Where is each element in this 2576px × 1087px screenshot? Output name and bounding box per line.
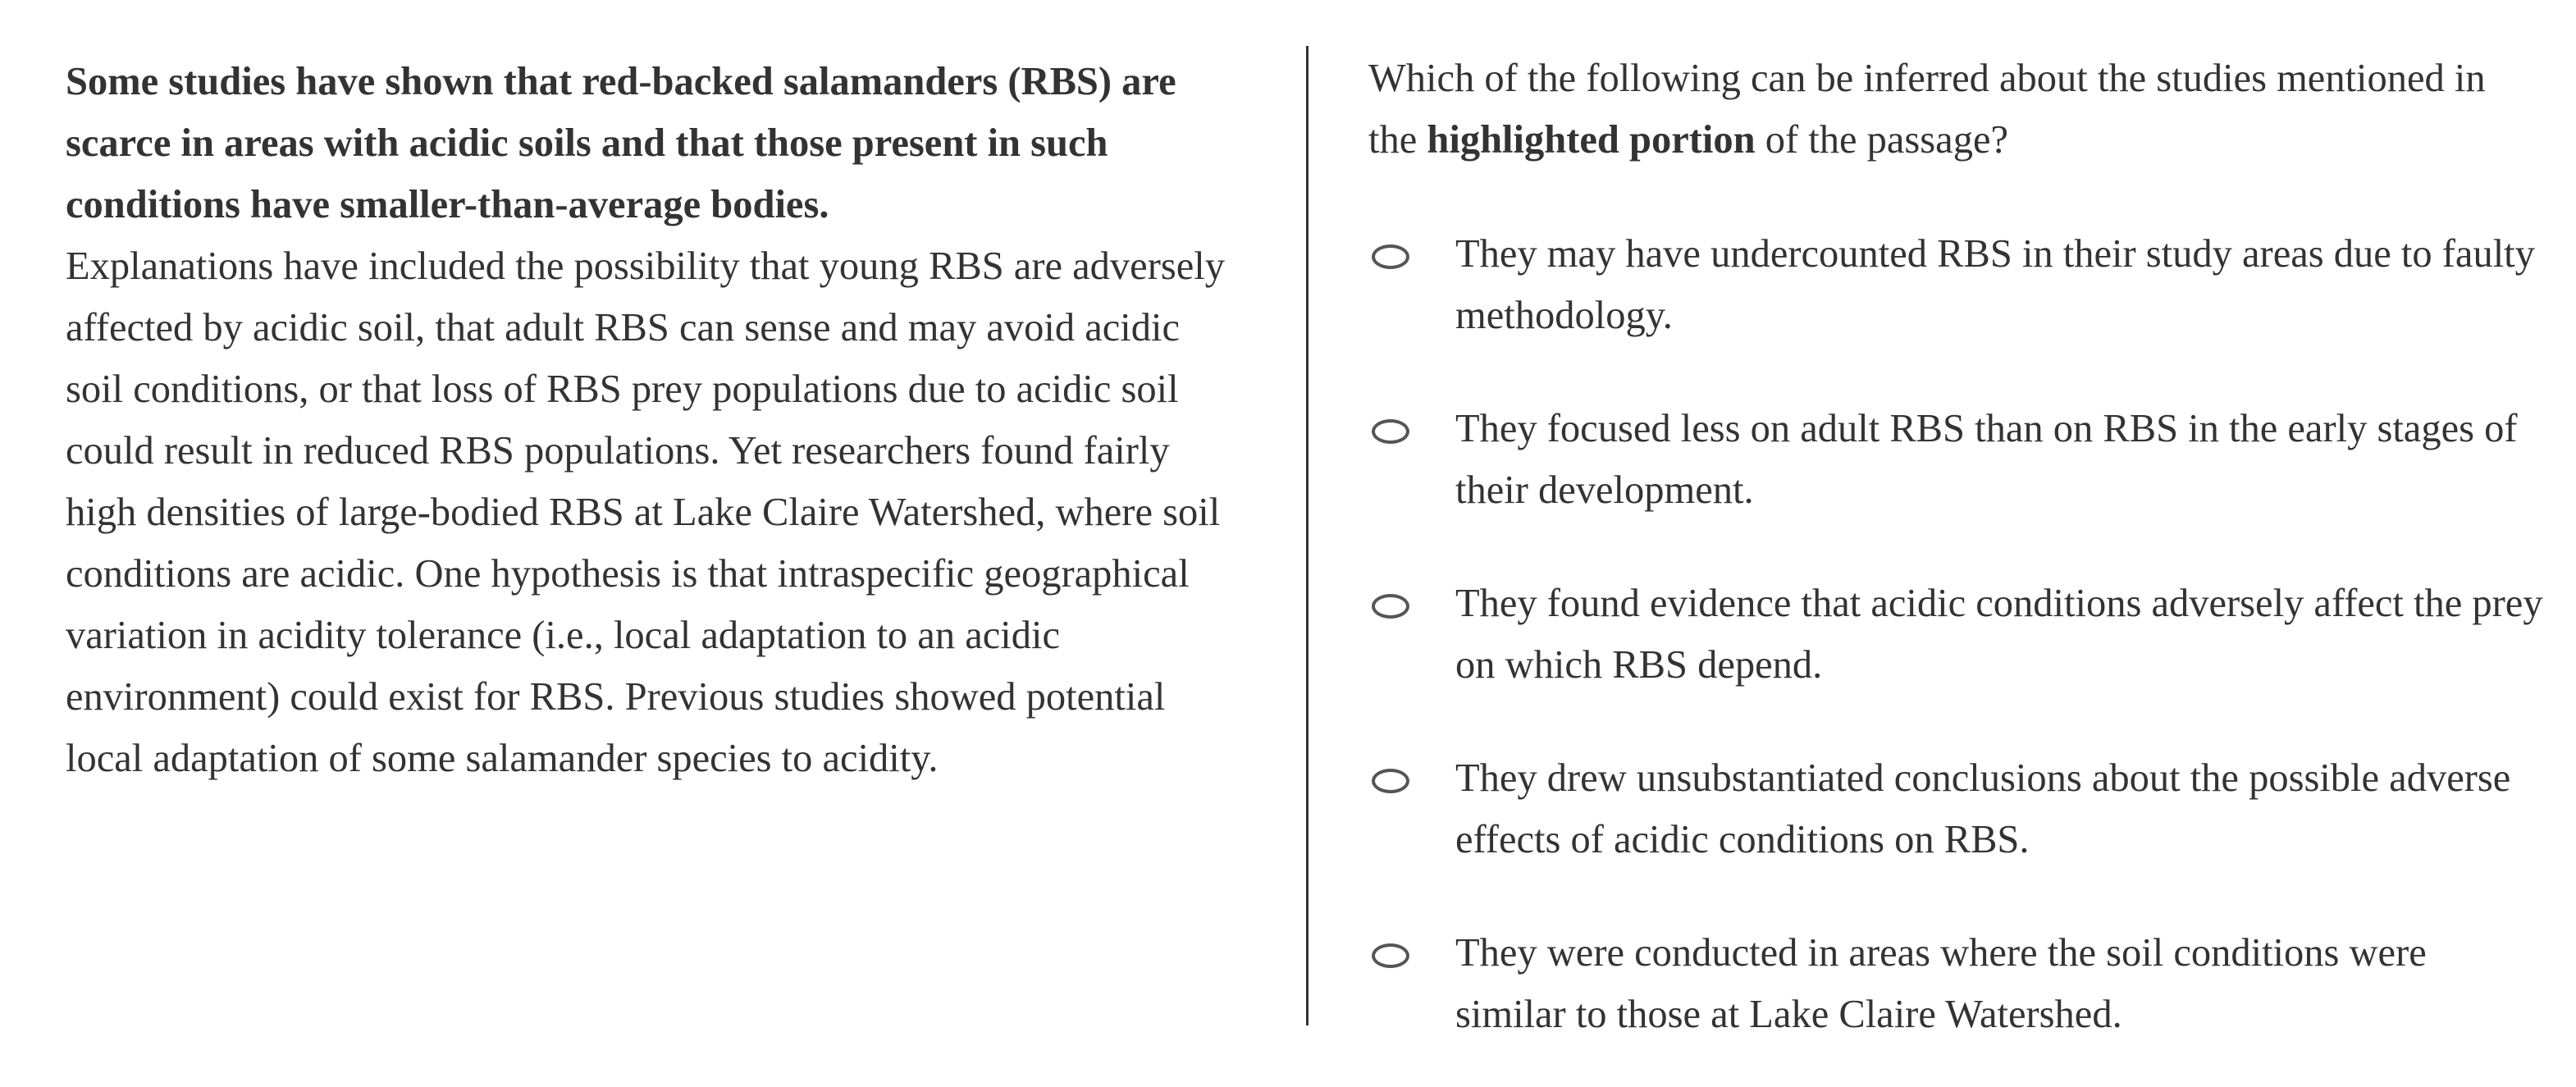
pane-divider [1306,46,1309,1025]
radio-button-b[interactable] [1372,419,1409,444]
answer-option-b-text: They focused less on adult RBS than on RBS in the early stages of their development. [1455,407,2518,512]
answer-option-d-text: They drew unsubstantiated conclusions about the possible adverse effects of acidic conditions on RBS. [1455,756,2511,861]
answer-option-e[interactable] [1368,922,2550,1087]
question-prefix: Which of the following can be inferred about the studies mentioned in the [1368,57,2486,162]
radio-button-e[interactable] [1372,943,1409,968]
radio-button-a[interactable] [1372,244,1409,269]
question-emphasis: highlighted portion [1427,118,1756,162]
radio-button-d[interactable] [1372,769,1409,793]
passage-text [66,51,1247,789]
answer-option-c[interactable] [1368,573,2550,747]
passage-body: Explanations have included the possibility that young RBS are adversely affected by acidic soil, that adult RBS can sense and may avoid acidic soil conditions, or that loss of RBS prey populations due to acidic soil could result in reduced RBS populations. Yet researchers found fairly high densities of large-bodied RBS at Lake Claire Watershed, where soil conditions are acidic. One hypothesis is that intraspecific geographical variation in acidity tolerance (i.e., local adaptation to an acidic environment) could exist for RBS. Previous studies showed potential local adaptation of some salamander species to acidity. [66,244,1225,780]
answer-option-d[interactable] [1368,747,2550,922]
reading-passage [66,51,1247,789]
question-suffix: of the passage? [1755,118,2009,162]
answer-option-a-text: They may have undercounted RBS in their study areas due to faulty methodology. [1455,232,2535,337]
passage-highlighted-portion: Some studies have shown that red-backed salamanders (RBS) are scarce in areas with acidic soils and that those present in such conditions have smaller-than-average bodies. [66,60,1176,226]
question-stem [1368,48,2533,171]
answer-option-b[interactable] [1368,398,2550,573]
radio-button-c[interactable] [1372,594,1409,619]
answer-option-e-text: They were conducted in areas where the soil conditions were similar to those at Lake Claire Watershed. [1455,931,2427,1036]
answer-option-a[interactable] [1368,223,2550,398]
answer-option-c-text: They found evidence that acidic conditions adversely affect the prey on which RBS depend. [1455,582,2543,687]
answer-options [1368,223,2550,1087]
